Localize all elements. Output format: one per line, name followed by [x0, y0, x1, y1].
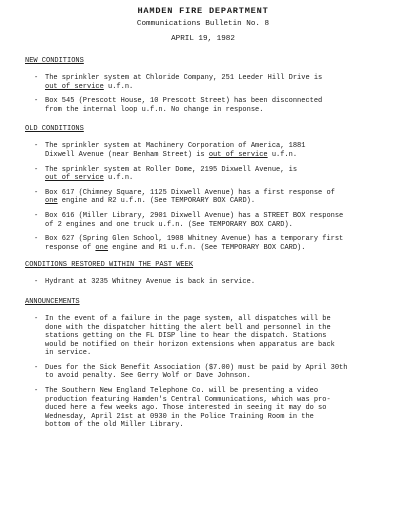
- new-conditions-heading: NEW CONDITIONS: [25, 57, 84, 65]
- department-title: HAMDEN FIRE DEPARTMENT: [137, 6, 269, 16]
- item-underlined-text: out of service: [45, 174, 104, 183]
- list-item: [25, 166, 381, 183]
- item-text: The sprinkler system at Machinery Corporation of America, 1881: [45, 142, 306, 151]
- list-item: - In the event of a failure in the page system, all dispatches will be done with the dispatcher hitting the alert bell and personnel in the stations getting on the FL DISP line to hear the dispatch. Stations would be notified on their horizon extensions when apparatus are back in service.: [25, 315, 381, 358]
- restored-conditions-list: [25, 278, 381, 287]
- bulletin-number: Communications Bulletin No. 8: [136, 20, 270, 28]
- list-item: - Box 616 (Miller Library, 2901 Dixwell Avenue) has a STREET BOX response of 2 engines and one truck u.f.n. (See TEMPORARY BOX CARD).: [25, 212, 381, 229]
- item-text: Dixwell Avenue (near Benham Street) is: [45, 150, 209, 159]
- item-underlined-text: out of service: [45, 82, 104, 91]
- list-item: - Hydrant at 3235 Whitney Avenue is back in service.: [25, 278, 381, 287]
- item-text: engine and R2 u.f.n. (See TEMPORARY BOX CARD).: [57, 197, 256, 206]
- list-item: [25, 142, 381, 159]
- new-conditions-list: [25, 74, 381, 114]
- announcements-heading: ANNOUNCEMENTS: [25, 297, 80, 306]
- list-item: - The Southern New England Telephone Co. will be presenting a video production featuring Hamden's Central Communications, which was pro- duced here a few weeks ago. Those interested in seeing it may do so Wednesday, April 21st at 0930 in the Police Training Room in the bottom of the old Miller Library.: [25, 387, 381, 430]
- item-underlined-text: one: [95, 243, 109, 252]
- item-underlined-text: out of service: [208, 150, 268, 159]
- item-text: engine and R1 u.f.n. (See TEMPORARY BOX CARD).: [108, 243, 306, 252]
- restored-conditions-heading: CONDITIONS RESTORED WITHIN THE PAST WEEK: [25, 261, 194, 270]
- item-underlined-text: one: [45, 197, 58, 206]
- item-text: u.f.n.: [103, 174, 134, 183]
- list-item: [25, 74, 381, 91]
- bulletin-header: [25, 5, 381, 45]
- list-item: [25, 235, 381, 252]
- old-conditions-heading: OLD CONDITIONS: [25, 125, 84, 134]
- item-text: Box 617 (Chimney Square, 1125 Dixwell Avenue) has a first response of: [45, 188, 335, 197]
- item-text: The sprinkler system at Chloride Company, 251 Leeder Hill Drive is: [45, 74, 323, 82]
- item-text: u.f.n.: [267, 150, 298, 159]
- item-text: Box 627 (Spring Glen School, 1908 Whitney Avenue) has a temporary first: [45, 235, 344, 244]
- item-text: The sprinkler system at Roller Dome, 2195 Dixwell Avenue, is: [45, 165, 298, 174]
- old-conditions-list: [25, 142, 381, 252]
- list-item: [25, 189, 381, 206]
- item-text: response of: [45, 243, 96, 252]
- list-item: - Box 545 (Prescott House, 10 Prescott Street) has been disconnected from the internal loop u.f.n. No change in response.: [25, 97, 381, 114]
- announcements-list: [25, 315, 381, 430]
- item-text: u.f.n.: [103, 82, 134, 91]
- bulletin-date: APRIL 19, 1982: [171, 35, 235, 43]
- list-item: - Dues for the Sick Benefit Association ($7.00) must be paid by April 30th to avoid penalty. See Gerry Wolf or Dave Johnson.: [25, 364, 381, 381]
